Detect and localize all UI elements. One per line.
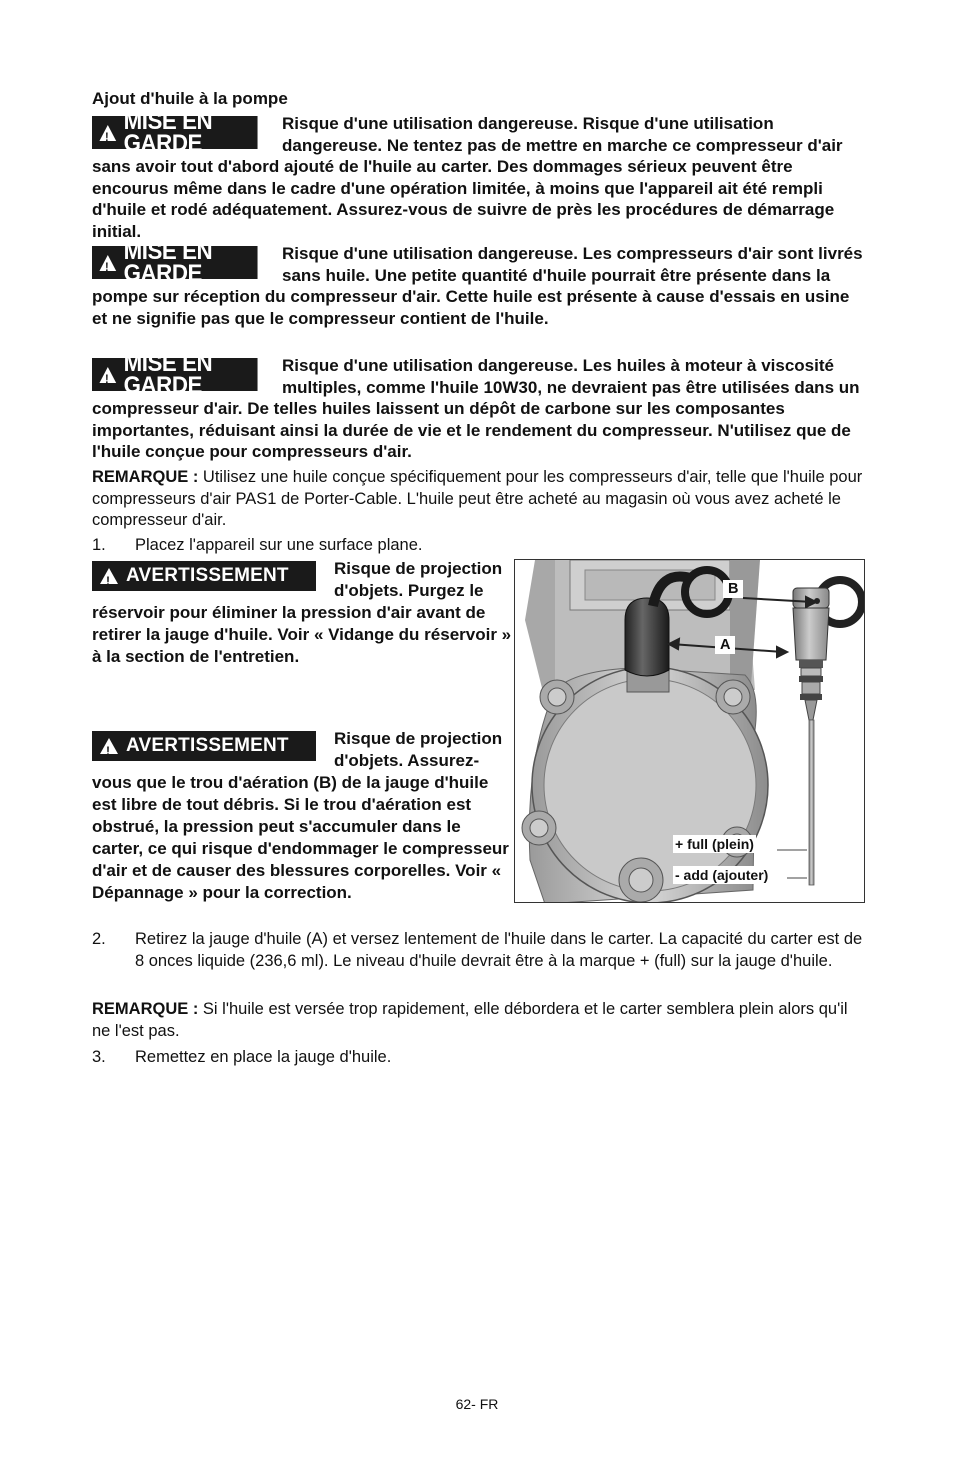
step-text: Remettez en place la jauge d'huile.	[135, 1048, 392, 1066]
mise-en-garde-badge: ! MISE EN GARDE	[92, 358, 258, 391]
mise-en-garde-badge: ! MISE EN GARDE	[92, 246, 258, 279]
avertissement-block-1	[92, 558, 512, 668]
mise-en-garde-badge: ! MISE EN GARDE	[92, 116, 258, 149]
step-text: Retirez la jauge d'huile (A) et versez lentement de l'huile dans le carter. La capacité du carter est de 8 onces liquide (236,6 ml). Le niveau d'huile devrait être à la marque + (full) sur la jauge d'huile.	[135, 930, 863, 970]
step-number: 3.	[92, 1048, 106, 1066]
avertissement-badge: ! AVERTISSEMENT	[92, 561, 316, 591]
label-b: B	[723, 580, 743, 598]
avertissement-block-2	[92, 728, 512, 904]
avertissement-badge: ! AVERTISSEMENT	[92, 731, 316, 761]
step-1	[92, 535, 864, 557]
caution-text: Risque d'une utilisation dangereuse. Risque d'une utilisation dangereuse. Ne tentez pas de mettre en marche ce compresseur d'air sans avoir tout d'abord ajouté de l'huile au carter. Des dommages sérieux peuvent être encourus même dans le cadre d'une opération limitée, à moins que l'appareil ait été rempli d'huile et rodé adéquatement. Assurez-vous de suivre de près les procédures de démarrage initial.	[92, 114, 843, 241]
page-number: 62- FR	[455, 1396, 499, 1412]
step-3	[92, 1047, 864, 1069]
label-a: A	[715, 636, 735, 654]
note-label: REMARQUE :	[92, 468, 199, 486]
section-heading: Ajout d'huile à la pompe	[92, 89, 288, 108]
caution-text: Risque d'une utilisation dangereuse. Les huiles à moteur à viscosité multiples, comme l'huile 10W30, ne devraient pas être utilisées dans un compresseur d'air. De telles huiles laissent un dépôt de carbone sur les composantes importantes, réduisant ainsi la durée de vie et le rendement du compresseur. N'utilisez que de l'huile conçue pour compresseurs d'air.	[92, 356, 860, 461]
label-add: - add (ajouter)	[675, 867, 769, 883]
note-label: REMARQUE :	[92, 1000, 199, 1018]
note-2	[92, 999, 864, 1042]
step-number: 1.	[92, 536, 106, 554]
note-1	[92, 467, 864, 532]
label-full: + full (plein)	[675, 836, 754, 852]
dipstick-figure	[514, 559, 865, 903]
caution-block-2	[92, 238, 864, 329]
caution-block-3	[92, 350, 864, 463]
step-2	[92, 929, 864, 972]
step-number: 2.	[92, 930, 106, 948]
warning-triangle-icon	[100, 738, 118, 754]
note-text: Si l'huile est versée trop rapidement, elle débordera et le carter semblera plein alors qu'il ne l'est pas.	[92, 1000, 848, 1040]
caution-block-1	[92, 108, 864, 242]
caution-text: Risque d'une utilisation dangereuse. Les compresseurs d'air sont livrés sans huile. Une petite quantité d'huile pourrait être présente dans la pompe sur réception du compresseur d'air. Cette huile est présente à cause d'essais en usine et ne signifie pas que le compresseur contient de l'huile.	[92, 244, 863, 328]
note-text: Utilisez une huile conçue spécifiquement pour les compresseurs d'air, telle que l'huile pour compresseurs d'air PAS1 de Porter-Cable. L'huile peut être acheté au magasin où vous avez acheté le compresseur d'air.	[92, 468, 863, 529]
avertissement-text: Risque de projection d'objets. Assurez-vous que le trou d'aération (B) de la jauge d'huile est libre de tout débris. Si le trou d'aération est obstrué, la pression peut s'accumuler dans le carter, ce qui risque d'endommager le compresseur d'air et de causer des blessures corporelles. Voir « Dépannage » pour la correction.	[92, 729, 509, 902]
warning-triangle-icon	[99, 125, 116, 141]
step-text: Placez l'appareil sur une surface plane.	[135, 536, 423, 554]
warning-triangle-icon	[99, 367, 116, 383]
warning-triangle-icon	[100, 568, 118, 584]
avertissement-text: Risque de projection d'objets. Purgez le réservoir pour éliminer la pression d'air avant de retirer la jauge d'huile. Voir « Vidange du réservoir » à la section de l'entretien.	[92, 559, 512, 666]
warning-triangle-icon	[99, 255, 116, 271]
